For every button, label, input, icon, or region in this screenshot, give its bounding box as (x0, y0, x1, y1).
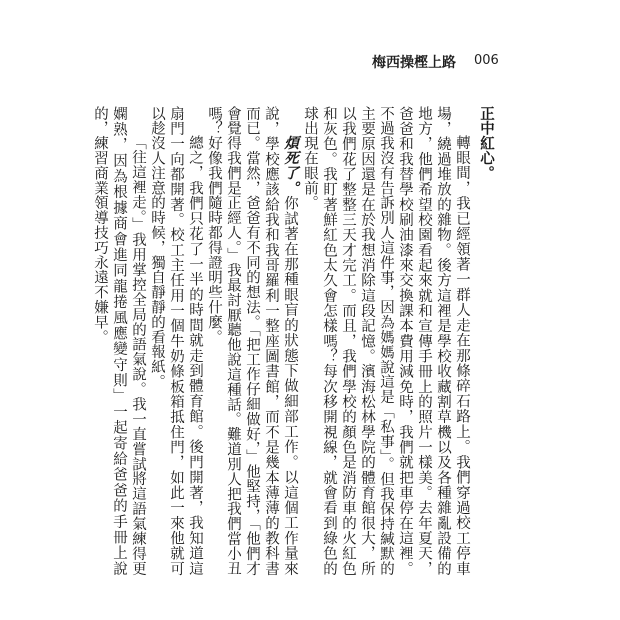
paragraph-2-text: 你試著在那種眼盲的狀態下做細部工作。以這個工作量來說，學校應該給我和我哥羅利一整座圖書館，而不是幾本薄薄的教科書而已。當然，爸爸有不同的想法。「把工作仔細做好，」他堅持，「他們才會覺得我們是正經人。」我最討厭聽他說這種話。難道別人把我們當小丑嗎？好像我們隨時都得證明些什麼。 (206, 106, 298, 576)
section-heading: 正中紅心。 (478, 106, 495, 181)
paragraph-4: 「往這裡走。」我用掌控全局的語氣說。我一直嘗試將這語氣練得更嫻熟，因為根據商會進同龍捲風應變守則」一起寄給爸爸的手冊上說的，練習商業領導技巧永遠不嫌早。 (92, 106, 146, 576)
paragraph-1: 轉眼間，我已經領著一群人走在那條碎石路上。我們穿過校工停車場，繞過堆放的雜物。後方這裡是學校收藏割草機以及各種雜亂設備的地方，他們希望校園看起來就和宣傳手冊上的照片一樣美。去年夏天，爸爸和我替學校刷油漆來交換課本費用減免時，我們就把車停在這裡。不過我沒有告訴別人這件事，因為媽媽說這是「私事」。但我保持緘默的主要原因還是在於我想消除這段記憶。濱海松林學院的體育館很大，所以我們花了整整三天才完工。而且，我們學校的顏色是消防車的火紅色和灰色。我盯著鮮紅色太久會怎樣嗎？每次移開視線，就會看到綠色的球出現在眼前。 (302, 106, 470, 576)
paragraph-2-emphasis: 煩死了。 (282, 135, 299, 196)
paragraph-3: 總之，我們只花了一半的時間就走到體育館。後門開著，我知道這扇門一向都開著。校工主任用一個牛奶條板箱抵住門，如此一來他就可以趁沒人注意的時候，獨自靜靜的看報紙。 (149, 106, 203, 576)
page-number: 006 (474, 53, 499, 68)
paragraph-2 (204, 106, 300, 576)
vertical-text-body (92, 106, 496, 576)
running-header-title: 梅西操樫上路 (372, 55, 456, 71)
